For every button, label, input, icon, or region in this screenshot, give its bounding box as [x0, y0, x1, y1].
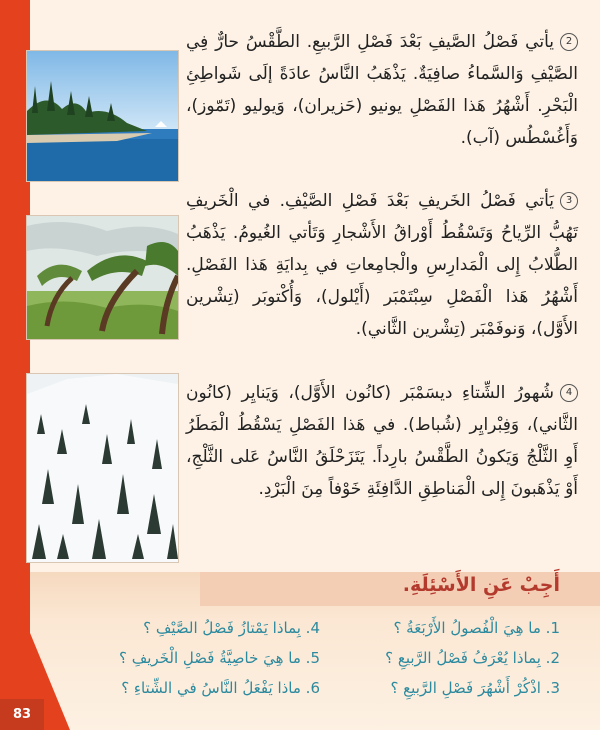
- questions-title: أَجِبْ عَنِ الأَسْئِلَةِ.: [402, 574, 560, 596]
- question-item: 2. بِماذا يُعْرَفُ فَصْلُ الرَّبيعِ ؟: [385, 649, 560, 667]
- page-number: 83: [0, 699, 44, 730]
- autumn-windy-trees-illustration: [26, 215, 179, 340]
- summer-beach-photo: [26, 50, 179, 182]
- paragraph-winter: [186, 377, 578, 505]
- paragraph-autumn: [186, 185, 578, 345]
- paragraph-number: 4: [560, 384, 578, 402]
- question-item: 1. ما هِيَ الْفُصولُ الأَرْبَعَةُ ؟: [393, 619, 560, 637]
- paragraph-number: 2: [560, 33, 578, 51]
- paragraph-number: 3: [560, 192, 578, 210]
- paragraph-summer: [186, 26, 578, 154]
- question-item: 5. ما هِيَ خاصِيَّةُ فَصْلِ الْخَريفِ ؟: [119, 649, 320, 667]
- winter-snowy-mountain-photo: [26, 373, 179, 563]
- paragraph-text: شُهورُ الشِّتاءِ ديسَمْبَر (كانُون الأَوَّل)، وَيَنايِر (كانُون الثَّاني)، وَفِبْرايِر (شُباط). في هَذا الفَصْلِ يَسْقُطُ الْمَطَرُ أَوِ الثَّلْجُ وَيَكونُ الطَّقْسُ بارِداً. يَتَزَحْلَقُ النَّاسُ عَلى الثَّلْجِ، أَوْ يَذْهَبونَ إِلى الْمَناطِقِ الدَّافِئَةِ خَوْفاً مِنَ الْبَرْدِ.: [186, 383, 578, 499]
- question-item: 3. اذْكُرْ أَشْهُرَ فَصْلِ الرَّبيعِ ؟: [390, 679, 560, 697]
- question-item: 6. ماذا يَفْعَلُ النَّاسُ في الشِّتاءِ ؟: [121, 679, 320, 697]
- paragraph-text: يَأتي فَصْلُ الخَريفِ بَعْدَ فَصْلِ الصَّيْفِ. في الْخَريفِ تَهُبُّ الرِّياحُ وَتَسْقُطُ أَوْراقُ الأَشْجارِ وَتَأتي الغُيومُ. يَذْهَبُ الطُّلابُ إِلى الْمَدارِسِ والْجامِعاتِ في بِدايَةِ هَذا الفَصْلِ. أَشْهُرُ هَذا الْفَصْلِ سِبْتَمْبَر (أَيْلول)، وَأُكْتوبَر (تِشْرين الأَوَّل)، وَنوفَمْبَر (تِشْرين الثَّاني).: [186, 191, 578, 339]
- question-item: 4. بِماذا يَمْتازُ فَصْلُ الصَّيْفِ ؟: [143, 619, 320, 637]
- paragraph-text: يأتي فَصْلُ الصَّيفِ بَعْدَ فَصْلِ الرَّبيعِ. الطَّقْسُ حارٌّ فِي الصَّيْفِ وَالسَّماءُ صافِيَةٌ. يَذْهَبُ النَّاسُ عادَةً إلَى شَواطِئِ الْبَحْرِ. أَشْهُرُ هَذا الفَصْلِ يونيو (حَزيران)، وَيوليو (تَمّوز)، وَأَغُسْطُس (آب).: [186, 32, 578, 148]
